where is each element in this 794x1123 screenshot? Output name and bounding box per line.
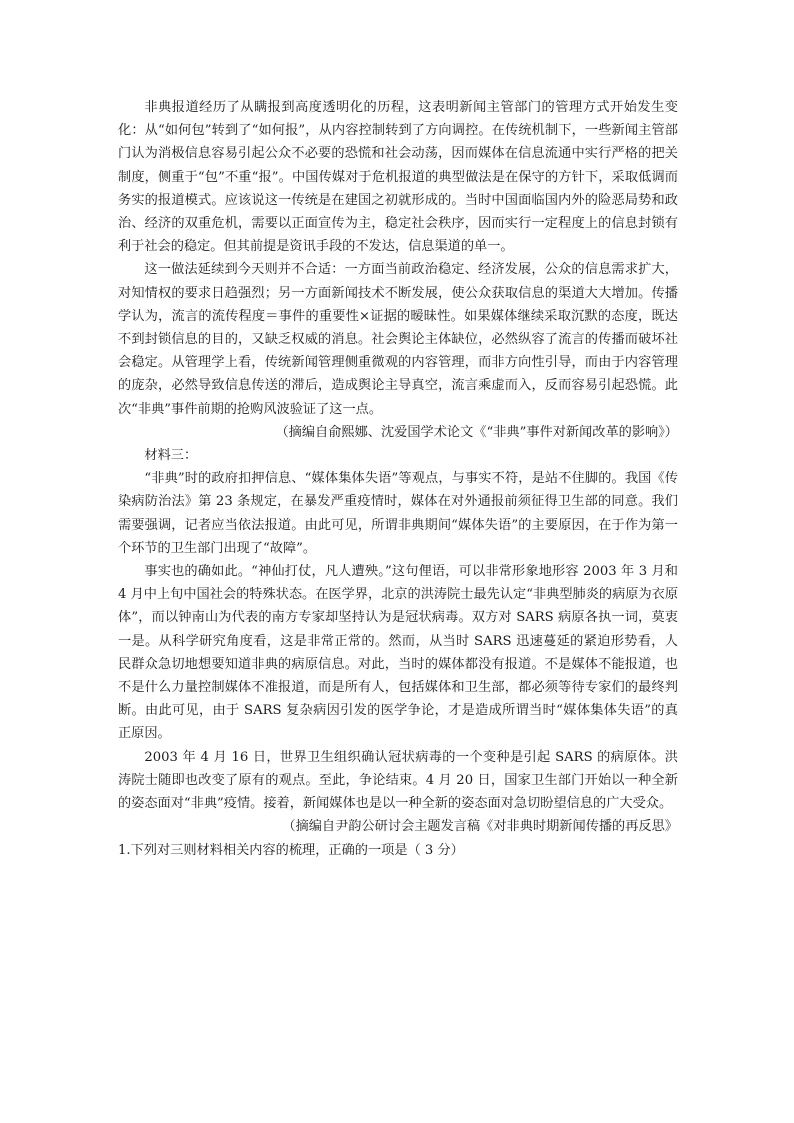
question-1: 1.下列对三则材料相关内容的梳理，正确的一项是（ 3 分）: [118, 842, 464, 858]
material-three-heading: 材料三：: [144, 448, 198, 464]
material-three-paragraph-2: 事实也的确如此。“神仙打仗，凡人遭殃。”这句俚语，可以非常形象地形容 2003 年 3 月和 4 月中上旬中国社会的特殊状态。在医学界，北京的洪涛院士最先认定“非典型肺炎的病原为衣原体”，而以钟南山为代表的南方专家却坚持认为是冠状病毒。双方对 SARS 病原各执一词，莫衷一是。从科学研究角度看，这是非常正常的。然而，从当时 SARS 迅速蔓延的紧迫形势看，人民群众急切地想要知道非典的病原信息。对此，当时的媒体都没有报道。不是媒体不能报道，也不是什么力量控制媒体不准报道，而是所有人，包括媒体和卫生部，都必须等待专家们的最终判断。由此可见，由于 SARS 复杂病因引发的医学争论，才是造成所谓当时“媒体集体失语”的真正原因。: [118, 564, 679, 742]
material-two-source: （摘编自俞熙娜、沈爱国学术论文《“非典”事件对新闻改革的影响》）: [275, 424, 678, 440]
material-three-source: （摘编自尹韵公研讨会主题发言稿《对非典时期新闻传播的再反思》: [282, 819, 678, 835]
material-three-paragraph-3: 2003 年 4 月 16 日，世界卫生组织确认冠状病毒的一个变种是引起 SARS 的病原体。洪涛院士随即也改变了原有的观点。至此，争论结束。4 月 20 日，国家卫生部门开始以一种全新的姿态面对“非典”疫情。接着，新闻媒体也是以一种全新的姿态面对急切盼望信息的广大受众。: [118, 749, 678, 812]
material-two-paragraph-2: 这一做法延续到今天则并不合适：一方面当前政治稳定、经济发展，公众的信息需求扩大，对知情权的要求日趋强烈；另一方面新闻技术不断发展，使公众获取信息的渠道大大增加。传播学认为，流言的流传程度＝事件的重要性×证据的暧昧性。如果媒体继续采取沉默的态度，既达不到封锁信息的目的，又缺乏权威的消息。社会舆论主体缺位，必然纵容了流言的传播而破坏社会稳定。从管理学上看，传统新闻管理侧重微观的内容管理，而非方向性引导，而由于内容管理的庞杂，必然导致信息传送的滞后，造成舆论主导真空，流言乘虚而入，反而容易引起恐慌。此次“非典”事件前期的抢购风波验证了这一点。: [118, 262, 678, 417]
document-page: [118, 96, 678, 862]
material-two-paragraph-1: 非典报道经历了从瞒报到高度透明化的历程，这表明新闻主管部门的管理方式开始发生变化：从“如何包”转到了“如何报”，从内容控制转到了方向调控。在传统机制下，一些新闻主管部门认为消极信息容易引起公众不必要的恐慌和社会动荡，因而媒体在信息流通中实行严格的把关制度，侧重于“包”不重“报”。中国传媒对于危机报道的典型做法是在保守的方针下，采取低调而务实的报道模式。应该说这一传统是在建国之初就形成的。当时中国面临国内外的险恶局势和政治、经济的双重危机，需要以正面宣传为主，稳定社会秩序，因而实行一定程度上的信息封锁有利于社会的稳定。但其前提是资讯手段的不发达，信息渠道的单一。: [118, 100, 678, 255]
material-three-paragraph-1: “非典”时的政府扣押信息、“媒体集体失语”等观点，与事实不符，是站不住脚的。我国《传染病防治法》第 23 条规定，在暴发严重疫情时，媒体在对外通报前须征得卫生部的同意。我们需要强调，记者应当依法报道。由此可见，所谓非典期间“媒体失语”的主要原因，在于作为第一个环节的卫生部门出现了“故障”。: [118, 471, 678, 556]
